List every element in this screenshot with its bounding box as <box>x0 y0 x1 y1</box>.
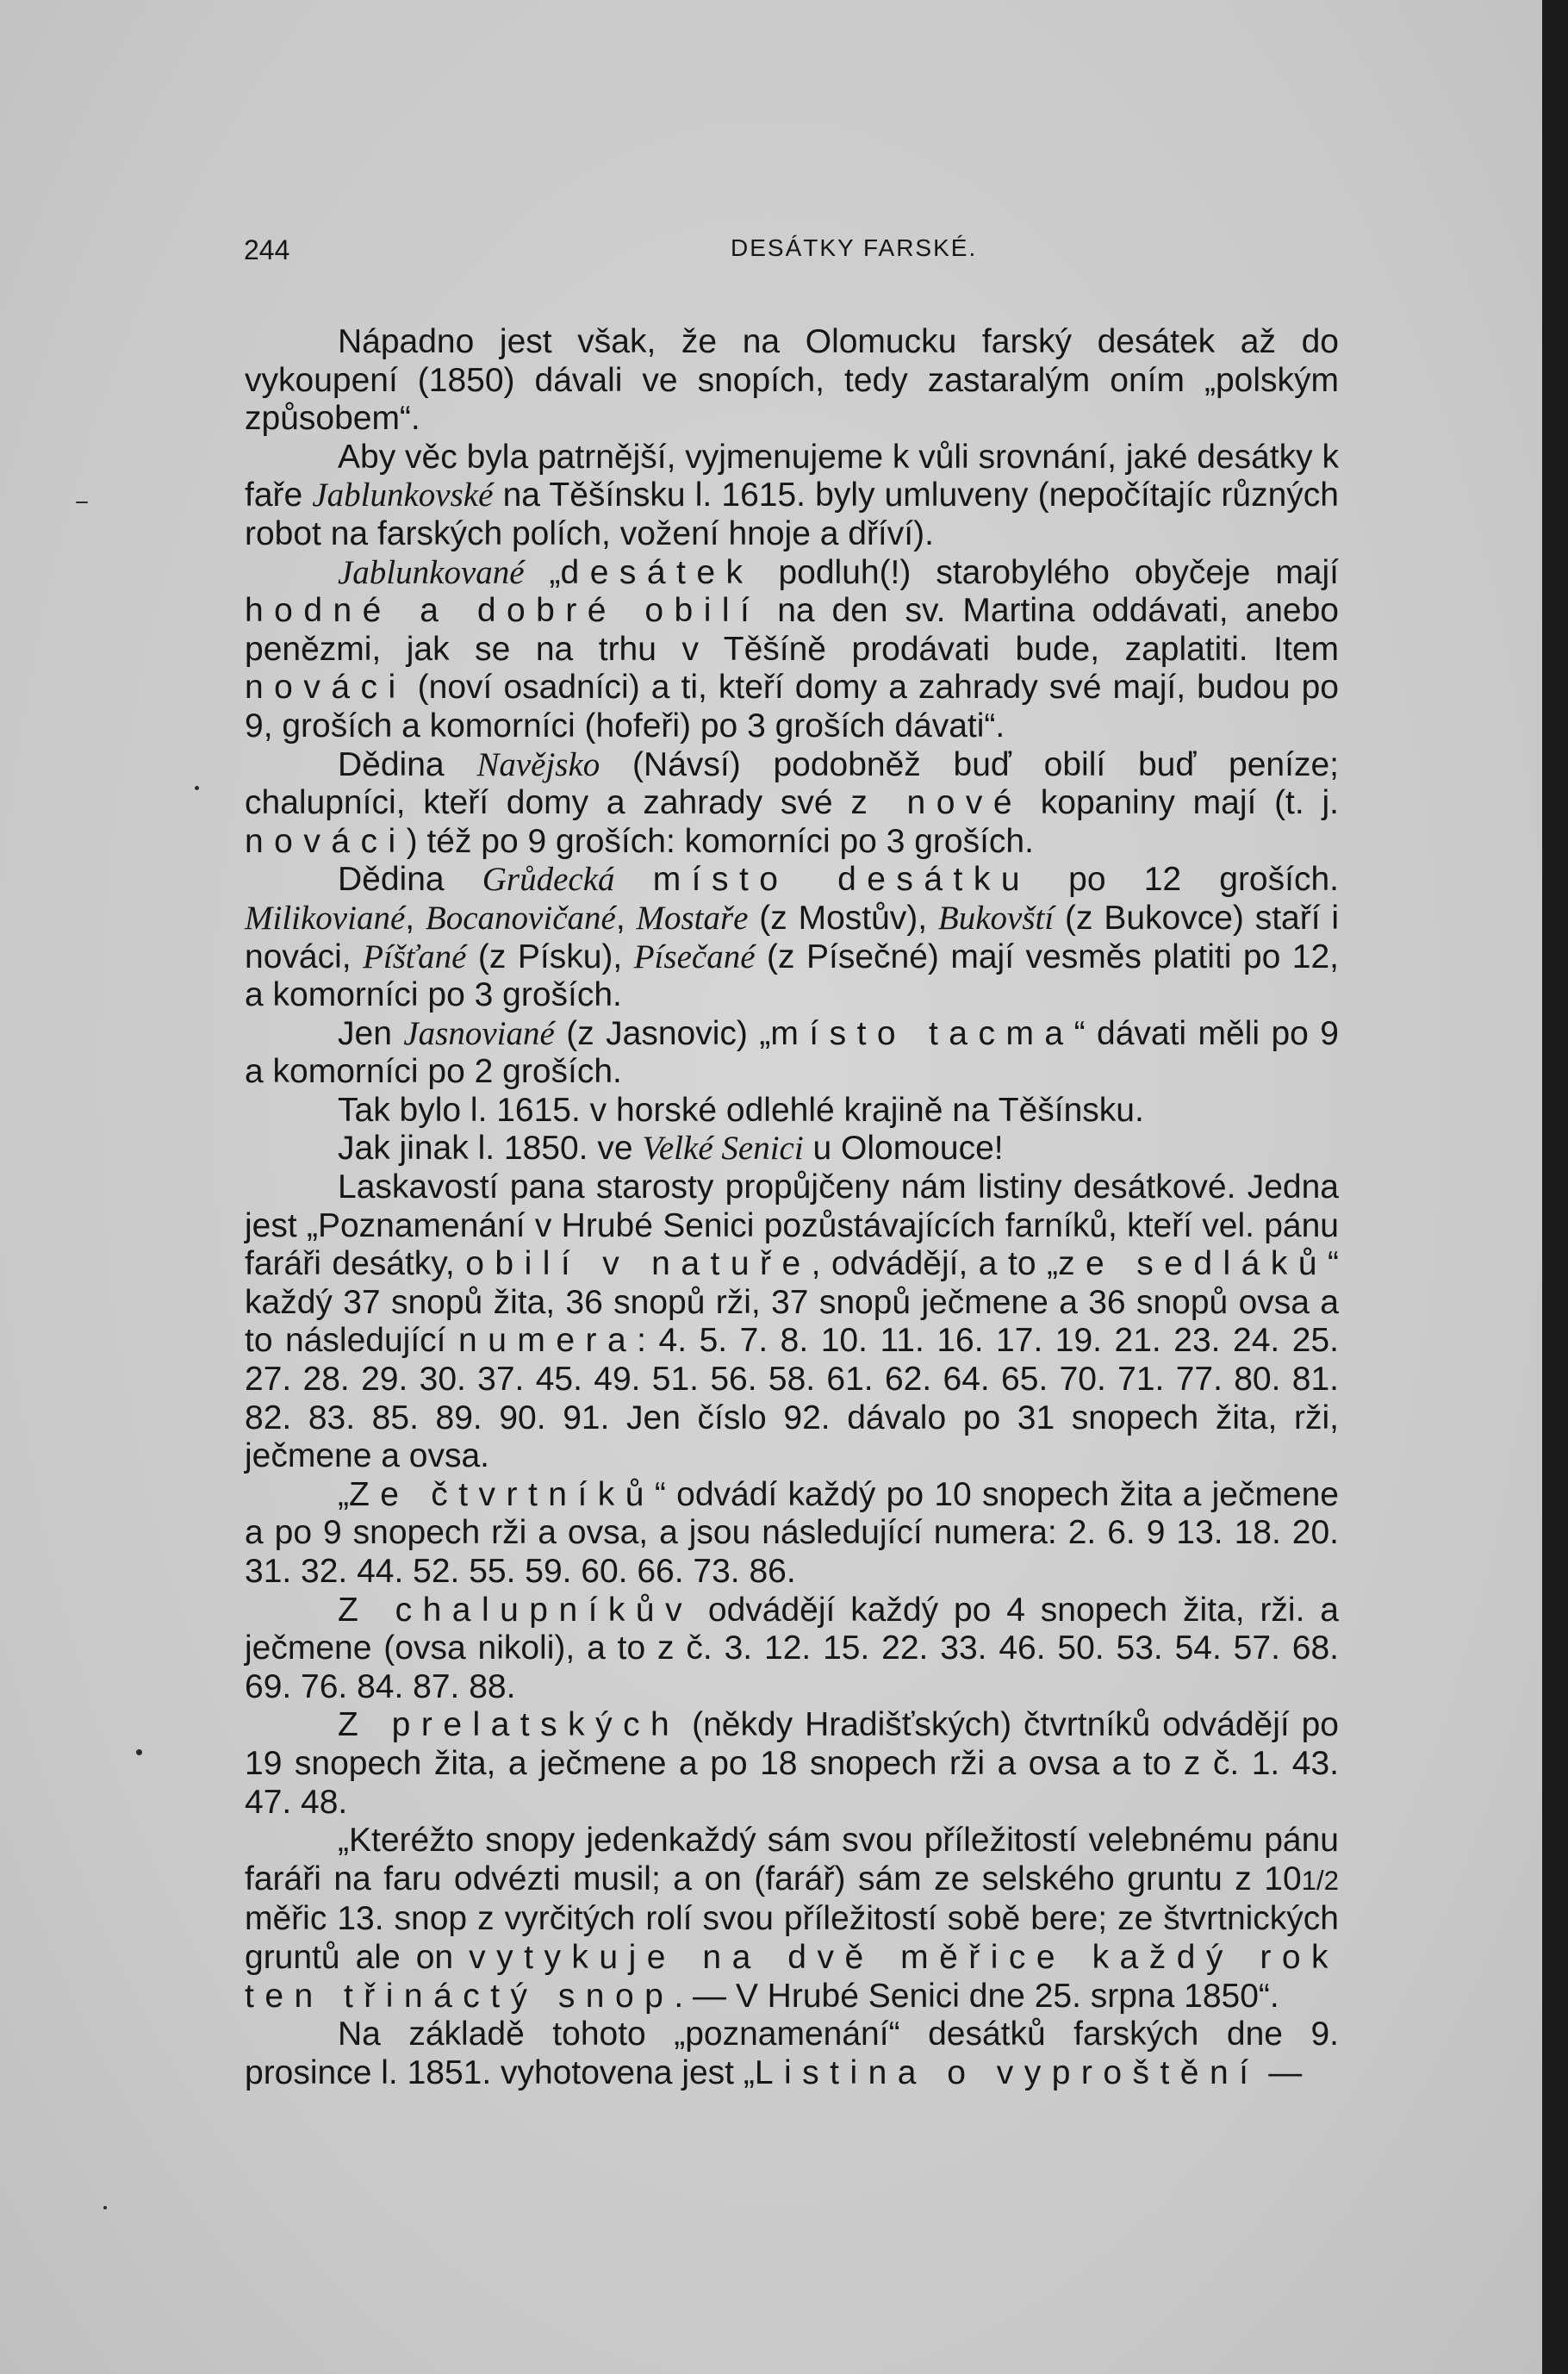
spaced-emphasis: Ze čtvrtníků <box>349 1475 655 1513</box>
italic-place-name: Mostaře <box>636 899 749 937</box>
paragraph <box>245 323 1339 439</box>
spaced-emphasis: místo tacma <box>770 1014 1074 1052</box>
scan-speck <box>136 1749 142 1755</box>
text-run: u Olomouce! <box>803 1130 1004 1168</box>
text-run: Na základě tohoto „poznamenání“ desátků farských dne 9. prosince l. 1851. vyhotovena jest „ <box>245 2016 1339 2091</box>
spaced-emphasis: nováci <box>245 822 407 860</box>
spaced-emphasis: Z prelatských <box>338 1706 681 1744</box>
text-run: , <box>615 899 637 937</box>
paragraph <box>245 554 1339 746</box>
text-run: (z Písku), <box>466 938 634 975</box>
text-run: (z Mostův), <box>748 899 938 937</box>
text-run: (někdy Hradišťských) čtvrtníků odvádějí po 19 snopech žita, a ječmene a po 18 snopech rži a ovsa a to z č. 1. 43. 47. 48. <box>245 1706 1339 1821</box>
paragraph <box>245 2016 1339 2092</box>
text-run: Dědina <box>338 745 477 783</box>
text-run: (z Písečné) mají vesměs platiti po 12, a komorníci po 3 groších. <box>245 938 1339 1014</box>
fraction: 1/2 <box>1301 1865 1339 1896</box>
text-run: . — V Hrubé Senici dne 25. srpna 1850“. <box>674 1977 1279 2015</box>
text-run: Nápadno jest však, že na Olomucku farský desátek až do vykoupení (1850) dávali ve snopích, tedy zastaralým oním „polským způsobem“. <box>245 323 1339 438</box>
paragraph <box>245 1476 1339 1592</box>
italic-place-name: Jablunkovské <box>312 477 494 514</box>
spaced-emphasis: místo desátku <box>652 861 1031 899</box>
spaced-emphasis: desátek <box>560 553 754 591</box>
italic-place-name: Grůdecká <box>482 861 615 899</box>
text-run: Tak bylo l. 1615. v horské odlehlé krajině na Těšínsku. <box>338 1091 1144 1129</box>
paragraph <box>245 439 1339 554</box>
text-run: (z Jasnovic) „ <box>554 1014 771 1052</box>
paragraph <box>245 1130 1339 1168</box>
text-run: na Těšínsku l. 1615. byly umluveny (nepočítajíc různých robot na farských polích, vožení hnoje a dříví). <box>245 477 1339 552</box>
text-run: měřic 13. snop z vyrčitých rolí svou příležitostí sobě bere; ze štvrtnických gruntů ale on <box>245 1900 1339 1976</box>
text-run: (noví osadníci) a ti, kteří domy a zahrady své mají, budou po 9, groších a komorníci (hofeři) po 3 groších dávati“. <box>245 669 1339 745</box>
scan-speck <box>76 502 88 503</box>
text-run: odvádějí každý po 4 snopech žita, rži. a ječmene (ovsa nikoli), a to z č. 3. 12. 15. 22. 33. 46. 50. 53. 54. 57. 68. 69. 76. 84. 87. 88. <box>245 1591 1339 1705</box>
italic-place-name: Písečané <box>633 938 756 975</box>
spaced-emphasis: Z chalupníkův <box>338 1591 694 1629</box>
text-run: , <box>405 899 426 937</box>
paragraph <box>245 1015 1339 1092</box>
text-run: Jak jinak l. 1850. ve <box>338 1130 643 1168</box>
spaced-emphasis: ze sedláků <box>1058 1245 1328 1283</box>
text-run: (Návsí) podobněž buď obilí buď peníze; chalupníci, kteří domy a zahrady své <box>245 745 1339 822</box>
paragraph <box>245 1592 1339 1707</box>
italic-place-name: Navějsko <box>476 745 600 783</box>
spaced-emphasis: Listina o vyproštění <box>754 2053 1260 2091</box>
text-run: Dědina <box>338 861 482 899</box>
text-run: „ <box>338 1475 349 1513</box>
italic-place-name: Velké Senici <box>642 1130 804 1168</box>
italic-place-name: Bocanovičané <box>425 899 616 937</box>
text-run: : 4. 5. 7. 8. 10. 11. 16. 17. 19. 21. 23. 24. 25. 27. 28. 29. 30. 37. 45. 49. 51. 56. 58. 61. 62. 64. 65. 70. 71. 77. 80. 81. 82. 83. 85. 89. 90. 91. Jen číslo 92. dávalo po 31 snopech žita, rži, ječmene a ovsa. <box>245 1322 1339 1475</box>
text-run: , odvádějí, a to „ <box>811 1245 1059 1283</box>
text-run: po 12 groších. <box>1030 861 1339 899</box>
paragraph <box>245 1822 1339 2016</box>
text-run: „Kteréžto snopy jedenkaždý sám svou příležitostí velebnému pánu faráři na faru odvézti musil; a on (farář) sám ze selského gruntu z 10 <box>245 1822 1339 1897</box>
text-run: — <box>1259 2053 1303 2091</box>
text-run: ) též po 9 groších: komorníci po 3 groších. <box>406 822 1034 860</box>
text-run: Aby věc byla patrnější, vyjmenujeme k vůli srovnání, jaké desátky k faře <box>245 438 1339 514</box>
italic-place-name: Jablunkované <box>338 553 525 591</box>
page-number: 244 <box>244 234 290 265</box>
text-run: Jen <box>338 1014 404 1052</box>
spaced-emphasis: obilí v natuře <box>465 1245 812 1283</box>
text-run: “ každý 37 snopů žita, 36 snopů rži, 37 snopů ječmene a 36 snopů ovsa a to následující <box>245 1245 1339 1360</box>
paragraph <box>245 1092 1339 1131</box>
italic-place-name: Píšťané <box>363 938 467 975</box>
italic-place-name: Bukovští <box>937 899 1055 937</box>
text-run: podluh(!) starobylého obyčeje mají <box>753 553 1339 591</box>
page-header <box>244 234 1338 269</box>
paragraph <box>245 746 1339 862</box>
spaced-emphasis: vytykuje na dvě měřice každý rok ten třináctý snop <box>245 1938 1339 2015</box>
text-run: „ <box>524 553 561 591</box>
text-run: kopaniny mají (t. j. <box>1023 784 1339 822</box>
text-run: (z Bukovce) staří i nováci, <box>245 899 1340 975</box>
text-run: na den sv. Martina oddávati, anebo penězmi, jak se na trhu v Těšíně prodávati bude, zaplatiti. Item <box>245 592 1339 668</box>
text-run: “ dávati měli po 9 a komorníci po 2 groších. <box>245 1014 1339 1091</box>
spaced-emphasis: hodné a dobré obilí <box>245 592 761 630</box>
italic-place-name: Milikoviané <box>245 899 406 937</box>
body-text <box>245 323 1339 2092</box>
spaced-emphasis: numera <box>458 1322 638 1360</box>
text-run: Laskavostí pana starosty propůjčeny nám listiny desátkové. Jedna jest „Poznamenání v Hrubé Senici pozůstávajících farníků, kteří vel. pánu faráři desátky, <box>245 1168 1339 1283</box>
text-run <box>615 861 653 898</box>
paragraph <box>245 1706 1339 1822</box>
running-title: DESÁTKY FARSKÉ. <box>731 234 978 261</box>
spaced-emphasis: nováci <box>245 669 407 707</box>
paragraph <box>245 861 1339 1014</box>
text-run: “ odvádí každý po 10 snopech žita a ječmene a po 9 snopech rži a ovsa, a jsou následující numera: 2. 6. 9 13. 18. 20. 31. 32. 44. 52. 55. 59. 60. 66. 73. 86. <box>245 1475 1339 1590</box>
spaced-emphasis: z nové <box>850 784 1024 822</box>
scan-speck <box>103 2206 107 2209</box>
italic-place-name: Jasnoviané <box>403 1014 555 1052</box>
scan-speck <box>195 786 199 790</box>
paragraph <box>245 1168 1339 1476</box>
